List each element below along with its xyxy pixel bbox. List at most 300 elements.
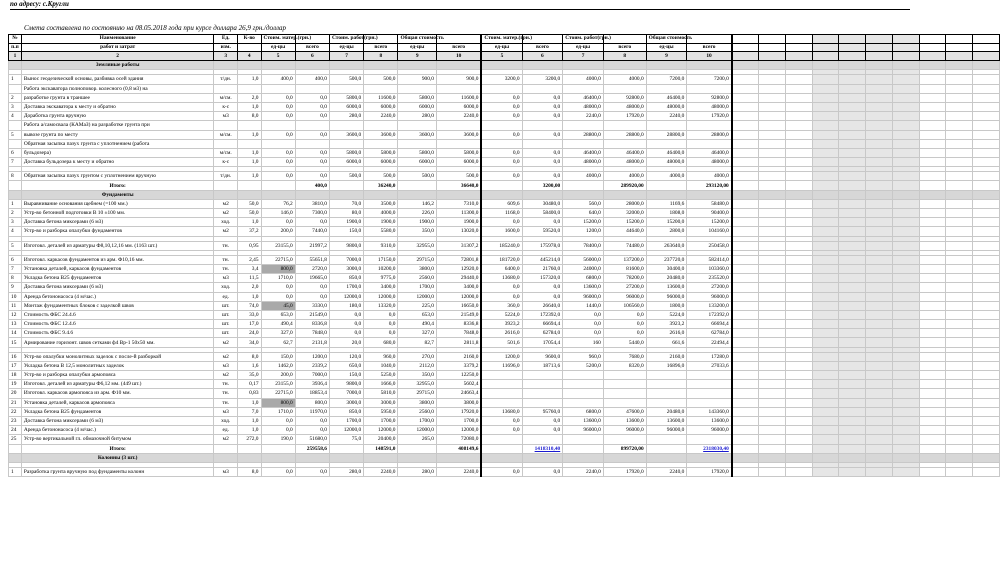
value-cell[interactable]: 5224,0 [646,310,687,319]
empty-cell[interactable] [839,444,866,453]
unit-cell[interactable]: м2 [214,435,238,444]
empty-cell[interactable] [812,93,839,102]
value-cell[interactable]: 0,0 [295,112,329,121]
empty-cell[interactable] [866,121,893,130]
value-cell[interactable]: 6000,0 [329,158,363,167]
value-cell[interactable]: 3200,0 [481,75,522,84]
empty-cell[interactable] [785,218,812,227]
empty-cell[interactable] [759,93,786,102]
unit-cell[interactable]: ед. [214,292,238,301]
value-cell[interactable]: 66694,4 [522,320,563,329]
empty-cell[interactable] [839,61,866,70]
value-cell[interactable]: 143360,0 [687,407,732,416]
empty-cell[interactable] [866,416,893,425]
value-cell[interactable]: 185240,0 [481,241,522,250]
total-value[interactable]: 293120,00 [687,181,732,190]
empty-cell[interactable] [919,75,946,84]
empty-cell[interactable] [919,407,946,416]
empty-cell[interactable] [892,292,919,301]
value-cell[interactable]: 0,0 [364,329,398,338]
empty-cell[interactable] [732,121,759,130]
column-header[interactable] [687,35,732,44]
value-cell[interactable]: 5250,0 [364,371,398,380]
unit-cell[interactable]: м2 [214,209,238,218]
empty-cell[interactable] [839,139,866,148]
value-cell[interactable]: 3200,0 [522,75,563,84]
value-cell[interactable] [481,435,522,444]
value-cell[interactable]: 5224,0 [481,310,522,319]
column-header[interactable]: изм. [214,43,238,52]
total-value[interactable] [398,444,437,453]
empty-cell[interactable] [839,148,866,157]
value-cell[interactable]: 3379,2 [436,361,481,370]
value-cell[interactable]: 1200,0 [481,352,522,361]
empty-cell[interactable] [919,93,946,102]
row-number[interactable] [9,139,22,148]
empty-cell[interactable] [732,102,759,111]
column-header[interactable]: 1 [9,52,22,61]
value-cell[interactable]: 0,0 [364,310,398,319]
row-number[interactable] [9,61,22,70]
value-cell[interactable] [481,389,522,398]
empty-cell[interactable] [759,361,786,370]
empty-cell[interactable] [364,453,398,462]
unit-cell[interactable]: к-с [214,102,238,111]
qty-cell[interactable] [237,121,261,130]
value-cell[interactable]: 17150,0 [364,255,398,264]
value-cell[interactable]: 6000,0 [436,158,481,167]
empty-cell[interactable] [892,274,919,283]
value-cell[interactable]: 0,0 [481,172,522,181]
value-cell[interactable]: 4000,0 [603,75,646,84]
value-cell[interactable]: 3800,0 [398,264,437,273]
empty-cell[interactable] [919,102,946,111]
empty-cell[interactable] [398,453,437,462]
value-cell[interactable]: 3000,0 [329,398,363,407]
empty-cell[interactable] [892,467,919,476]
value-cell[interactable]: 12000,0 [329,292,363,301]
empty-cell[interactable] [919,371,946,380]
value-cell[interactable]: 0,0 [522,218,563,227]
empty-cell[interactable] [839,93,866,102]
empty-cell[interactable] [759,75,786,84]
value-cell[interactable]: 17920,0 [687,112,732,121]
empty-cell[interactable] [839,274,866,283]
empty-cell[interactable] [973,467,1000,476]
empty-cell[interactable] [732,310,759,319]
value-cell[interactable]: 58480,0 [687,199,732,208]
total-value[interactable] [481,181,522,190]
total-value[interactable] [563,181,604,190]
empty-cell[interactable] [919,43,946,52]
value-cell[interactable]: 172392,0 [687,310,732,319]
column-header[interactable]: п.п [9,43,22,52]
empty-cell[interactable] [892,75,919,84]
row-number[interactable]: 18 [9,371,22,380]
empty-cell[interactable] [759,241,786,250]
empty-cell[interactable] [946,301,973,310]
row-number[interactable]: 7 [9,158,22,167]
empty-cell[interactable] [785,264,812,273]
empty-cell[interactable] [919,121,946,130]
empty-cell[interactable] [759,274,786,283]
empty-cell[interactable] [759,301,786,310]
work-name[interactable]: Разработка грунта вручную под фундаменты колонн [21,467,214,476]
unit-cell[interactable]: м2 [214,338,238,347]
unit-cell[interactable] [214,139,238,148]
qty-cell[interactable]: 1,6 [237,361,261,370]
unit-cell[interactable]: т/дн. [214,75,238,84]
empty-cell[interactable] [866,361,893,370]
row-number[interactable]: 25 [9,435,22,444]
empty-cell[interactable] [785,190,812,199]
value-cell[interactable]: 72080,0 [436,435,481,444]
value-cell[interactable]: 9600,0 [522,352,563,361]
value-cell[interactable] [603,389,646,398]
empty-cell[interactable] [732,274,759,283]
empty-cell[interactable] [687,61,732,70]
qty-cell[interactable] [237,139,261,148]
empty-cell[interactable] [839,199,866,208]
value-cell[interactable]: 1710,0 [261,274,295,283]
empty-cell[interactable] [812,218,839,227]
value-cell[interactable]: 13600,0 [646,283,687,292]
value-cell[interactable] [436,121,481,130]
work-name[interactable]: вывозе грунта по месту [21,130,214,139]
empty-cell[interactable] [973,380,1000,389]
empty-cell[interactable] [785,320,812,329]
empty-cell[interactable] [919,52,946,61]
value-cell[interactable] [364,121,398,130]
empty-cell[interactable] [732,130,759,139]
empty-cell[interactable] [839,218,866,227]
qty-cell[interactable]: 1,0 [237,158,261,167]
empty-cell[interactable] [732,371,759,380]
unit-cell[interactable]: ход. [214,218,238,227]
value-cell[interactable]: 12000,0 [436,292,481,301]
empty-cell[interactable] [946,181,973,190]
empty-cell[interactable] [892,435,919,444]
column-header[interactable]: Наименование [21,35,214,44]
empty-cell[interactable] [892,112,919,121]
value-cell[interactable] [687,398,732,407]
empty-cell[interactable] [866,453,893,462]
value-cell[interactable]: 1169,6 [646,199,687,208]
value-cell[interactable]: 160 [563,338,604,347]
empty-cell[interactable] [812,84,839,93]
empty-cell[interactable] [973,435,1000,444]
empty-cell[interactable] [866,329,893,338]
total-value[interactable]: 400,0 [295,181,329,190]
value-cell[interactable]: 500,0 [436,172,481,181]
value-cell[interactable]: 0,0 [261,283,295,292]
row-number[interactable]: 10 [9,292,22,301]
qty-cell[interactable]: 1,0 [237,426,261,435]
value-cell[interactable]: 7300,0 [295,209,329,218]
value-cell[interactable]: 0,0 [261,416,295,425]
value-cell[interactable]: 960,0 [364,352,398,361]
value-cell[interactable]: 1900,0 [329,218,363,227]
value-cell[interactable]: 30480,0 [522,199,563,208]
value-cell[interactable]: 0,0 [295,148,329,157]
empty-cell[interactable] [812,52,839,61]
value-cell[interactable] [436,139,481,148]
total-value[interactable] [329,444,363,453]
empty-cell[interactable] [812,102,839,111]
work-name[interactable]: Обратная засыпка пазух грунтом с уплотнением вручную [21,172,214,181]
empty-cell[interactable] [732,43,759,52]
empty-cell[interactable] [732,199,759,208]
empty-cell[interactable] [919,338,946,347]
empty-cell[interactable] [785,389,812,398]
empty-cell[interactable] [603,190,646,199]
empty-cell[interactable] [866,310,893,319]
empty-cell[interactable] [839,158,866,167]
row-number[interactable]: 3 [9,102,22,111]
empty-cell[interactable] [436,61,481,70]
empty-cell[interactable] [732,453,759,462]
row-number[interactable]: 13 [9,320,22,329]
unit-cell[interactable]: м3 [214,274,238,283]
value-cell[interactable]: 1462,0 [261,361,295,370]
empty-cell[interactable] [812,467,839,476]
qty-cell[interactable]: 2,45 [237,255,261,264]
empty-cell[interactable] [946,352,973,361]
value-cell[interactable]: 48000,0 [603,158,646,167]
empty-cell[interactable] [812,209,839,218]
empty-cell[interactable] [946,121,973,130]
empty-cell[interactable] [812,371,839,380]
total-value[interactable]: 36640,0 [436,181,481,190]
value-cell[interactable]: 0,0 [329,329,363,338]
empty-cell[interactable] [759,380,786,389]
empty-cell[interactable] [919,199,946,208]
value-cell[interactable]: 76,2 [261,199,295,208]
value-cell[interactable]: 2112,0 [398,361,437,370]
work-name[interactable]: Монтаж фундаментных блоков с заделкой швов [21,301,214,310]
empty-cell[interactable] [785,274,812,283]
qty-cell[interactable]: 1,0 [237,102,261,111]
empty-cell[interactable] [732,426,759,435]
empty-cell[interactable] [812,172,839,181]
value-cell[interactable] [687,139,732,148]
row-number[interactable]: 9 [9,283,22,292]
value-cell[interactable]: 9775,0 [364,274,398,283]
value-cell[interactable]: 0,0 [481,218,522,227]
empty-cell[interactable] [759,389,786,398]
value-cell[interactable]: 7000,0 [295,371,329,380]
empty-cell[interactable] [919,209,946,218]
value-cell[interactable] [603,435,646,444]
unit-cell[interactable]: тн. [214,255,238,264]
empty-cell[interactable] [946,371,973,380]
value-cell[interactable]: 13600,0 [646,416,687,425]
value-cell[interactable]: 2160,0 [436,352,481,361]
empty-cell[interactable] [785,301,812,310]
empty-cell[interactable] [839,361,866,370]
empty-cell[interactable] [646,453,687,462]
row-number[interactable]: 7 [9,264,22,273]
qty-cell[interactable]: 2,0 [237,93,261,102]
value-cell[interactable]: 1700,0 [436,416,481,425]
empty-cell[interactable] [973,255,1000,264]
empty-cell[interactable] [973,181,1000,190]
value-cell[interactable]: 157320,0 [522,274,563,283]
empty-cell[interactable] [892,102,919,111]
empty-cell[interactable] [732,264,759,273]
empty-cell[interactable] [919,139,946,148]
value-cell[interactable]: 12920,0 [436,264,481,273]
value-cell[interactable]: 4000,0 [646,172,687,181]
empty-cell[interactable] [785,310,812,319]
value-cell[interactable]: 1200,0 [563,227,604,236]
value-cell[interactable]: 3400,0 [364,283,398,292]
empty-cell[interactable] [785,158,812,167]
column-header[interactable]: 9 [646,52,687,61]
value-cell[interactable]: 5800,0 [436,148,481,157]
empty-cell[interactable] [946,43,973,52]
empty-cell[interactable] [946,283,973,292]
total-value[interactable]: 259558,6 [295,444,329,453]
value-cell[interactable]: 2131,8 [295,338,329,347]
value-cell[interactable]: 7200,0 [687,75,732,84]
empty-cell[interactable] [732,158,759,167]
empty-cell[interactable] [785,467,812,476]
work-name[interactable]: Обратная засыпка пазух грунта с уплотнением (работа [21,139,214,148]
empty-cell[interactable] [522,453,563,462]
empty-cell[interactable] [973,292,1000,301]
value-cell[interactable]: 5800,0 [398,148,437,157]
value-cell[interactable]: 6000,0 [398,102,437,111]
empty-cell[interactable] [812,43,839,52]
empty-cell[interactable] [812,310,839,319]
empty-cell[interactable] [759,310,786,319]
value-cell[interactable] [261,84,295,93]
value-cell[interactable] [687,371,732,380]
unit-cell[interactable]: шт. [214,320,238,329]
empty-cell[interactable] [732,75,759,84]
empty-cell[interactable] [919,84,946,93]
value-cell[interactable] [646,389,687,398]
empty-cell[interactable] [866,139,893,148]
value-cell[interactable]: 78200,0 [603,274,646,283]
value-cell[interactable]: 360,0 [481,301,522,310]
row-number[interactable]: 15 [9,338,22,347]
empty-cell[interactable] [812,380,839,389]
unit-cell[interactable]: тн. [214,241,238,250]
value-cell[interactable]: 22715,0 [261,255,295,264]
column-header[interactable]: всего [522,43,563,52]
value-cell[interactable] [295,84,329,93]
value-cell[interactable] [603,139,646,148]
row-number[interactable] [9,190,22,199]
value-cell[interactable]: 6000,0 [398,158,437,167]
column-header[interactable]: ед-цы [481,43,522,52]
value-cell[interactable]: 30400,0 [646,264,687,273]
value-cell[interactable]: 0,0 [295,292,329,301]
row-number[interactable]: 2 [9,93,22,102]
value-cell[interactable] [522,139,563,148]
empty-cell[interactable] [946,218,973,227]
work-name[interactable]: Доставка экскаватора к месту и обратно [21,102,214,111]
unit-cell[interactable]: м3 [214,112,238,121]
column-header[interactable]: 2 [21,52,214,61]
value-cell[interactable]: 0,0 [329,310,363,319]
unit-cell[interactable]: ход. [214,283,238,292]
work-name[interactable]: Устр-во опалубки монолитных заделок с после-й разборкой [21,352,214,361]
empty-cell[interactable] [919,181,946,190]
row-number[interactable]: 19 [9,380,22,389]
column-header[interactable]: Ед. [214,35,238,44]
empty-cell[interactable] [785,361,812,370]
empty-cell[interactable] [866,426,893,435]
empty-cell[interactable] [919,190,946,199]
empty-cell[interactable] [812,264,839,273]
qty-cell[interactable] [237,444,261,453]
total-label[interactable]: Итого: [21,181,214,190]
value-cell[interactable]: 180,0 [329,301,363,310]
work-name[interactable]: Изготовл. деталей из арматуры Ф8,10,12,16 мм. (1163 шт.) [21,241,214,250]
empty-cell[interactable] [839,352,866,361]
value-cell[interactable]: 3600,0 [329,130,363,139]
empty-cell[interactable] [732,329,759,338]
value-cell[interactable]: 0,0 [522,112,563,121]
value-cell[interactable]: 7000,0 [329,255,363,264]
row-number[interactable]: 6 [9,255,22,264]
value-cell[interactable] [687,435,732,444]
value-cell[interactable]: 28800,0 [687,130,732,139]
empty-cell[interactable] [732,148,759,157]
column-header[interactable]: 6 [295,52,329,61]
value-cell[interactable]: 3000,0 [329,264,363,273]
total-value[interactable]: 899720,00 [603,444,646,453]
empty-cell[interactable] [812,435,839,444]
value-cell[interactable]: 0,0 [295,218,329,227]
work-name[interactable]: Армирование горизонт. швов сетками ф4 Вр-1 50х50 мм. [21,338,214,347]
value-cell[interactable]: 226,0 [398,209,437,218]
total-value[interactable] [398,181,437,190]
value-cell[interactable]: 12000,0 [398,426,437,435]
value-cell[interactable]: 96000,0 [603,426,646,435]
value-cell[interactable]: 0,0 [261,292,295,301]
empty-cell[interactable] [866,158,893,167]
value-cell[interactable]: 2240,0 [364,112,398,121]
value-cell[interactable] [295,139,329,148]
value-cell[interactable] [329,139,363,148]
empty-cell[interactable] [973,426,1000,435]
empty-cell[interactable] [892,371,919,380]
value-cell[interactable]: 0,0 [563,310,604,319]
value-cell[interactable]: 146,0 [261,209,295,218]
empty-cell[interactable] [261,453,295,462]
qty-cell[interactable]: 0,83 [237,389,261,398]
qty-cell[interactable]: 34,0 [237,338,261,347]
value-cell[interactable]: 7848,0 [295,329,329,338]
value-cell[interactable]: 66694,4 [687,320,732,329]
empty-cell[interactable] [759,338,786,347]
value-cell[interactable]: 0,0 [329,320,363,329]
value-cell[interactable] [481,139,522,148]
value-cell[interactable]: 0,0 [481,93,522,102]
empty-cell[interactable] [732,84,759,93]
value-cell[interactable]: 28000,0 [603,199,646,208]
empty-cell[interactable] [946,241,973,250]
empty-cell[interactable] [946,453,973,462]
empty-cell[interactable] [436,453,481,462]
empty-cell[interactable] [261,190,295,199]
empty-cell[interactable] [812,35,839,44]
empty-cell[interactable] [839,190,866,199]
